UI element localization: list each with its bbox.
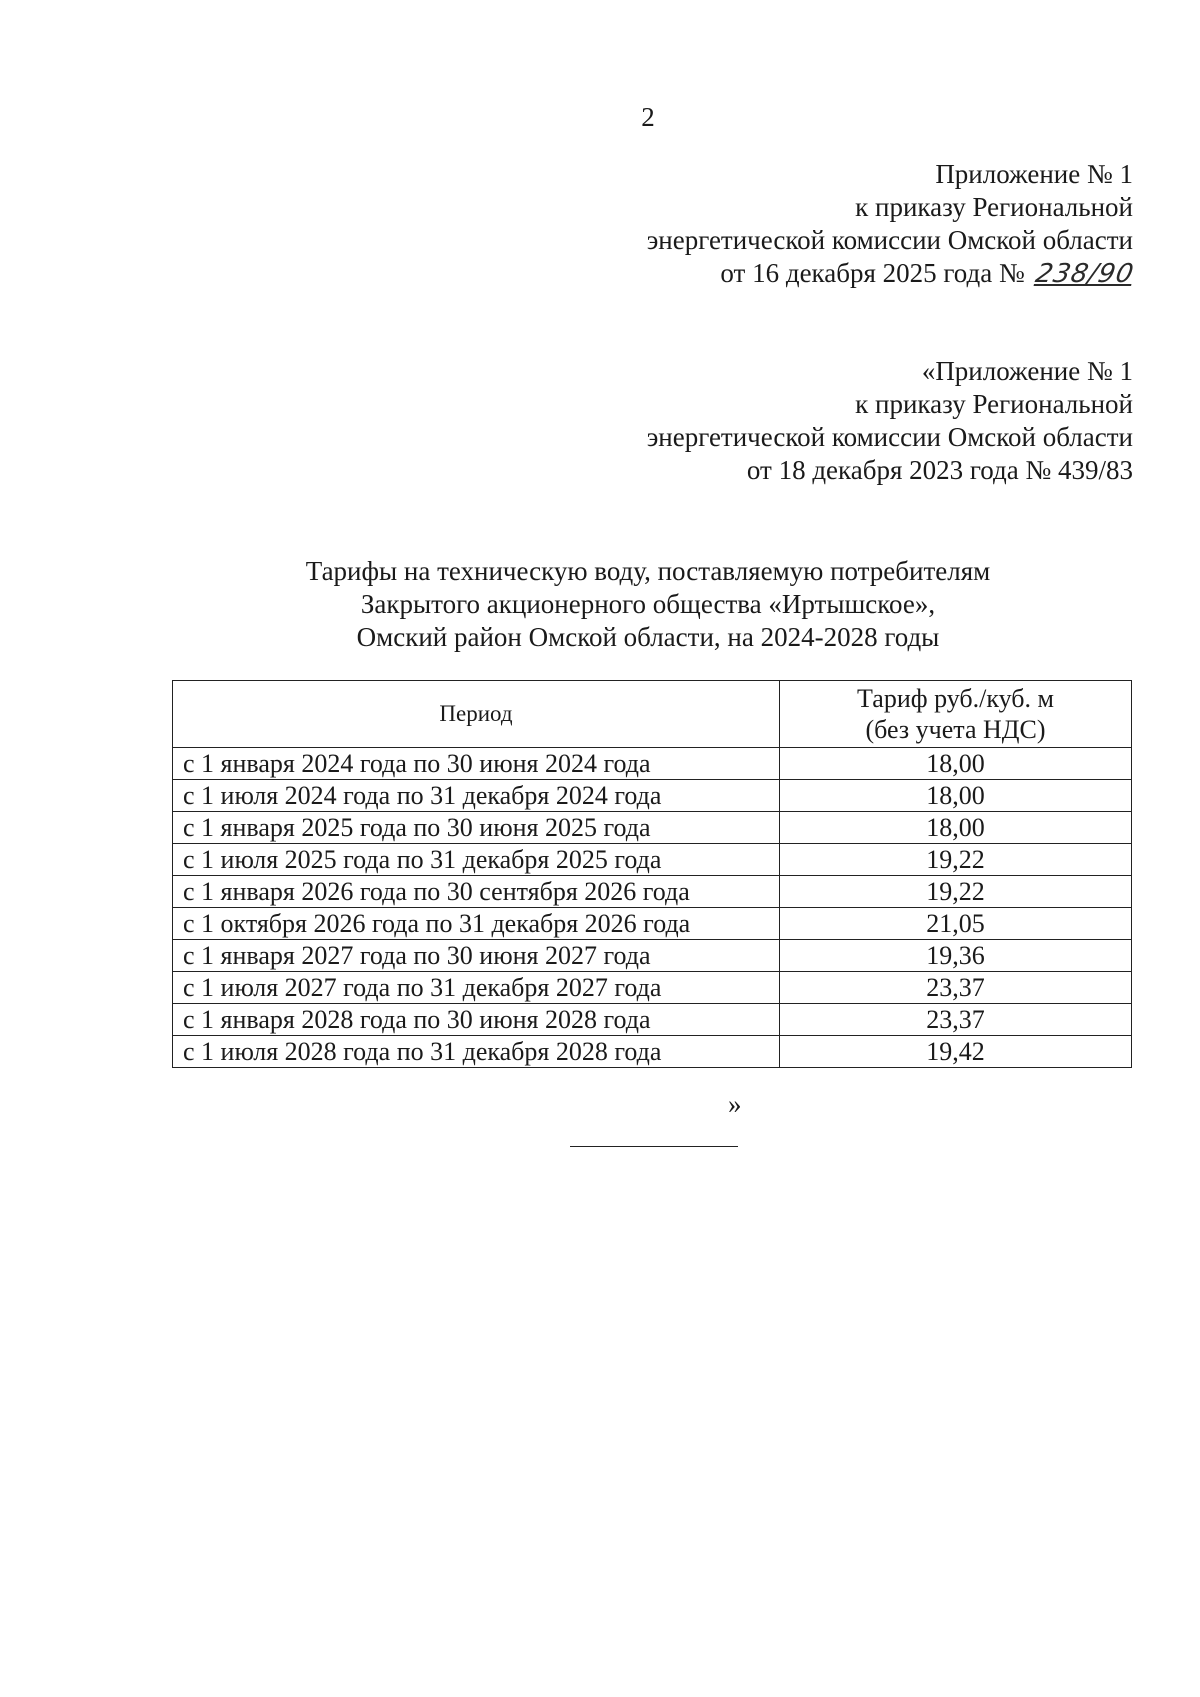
tariff-cell: 18,00 xyxy=(780,780,1132,812)
period-cell: с 1 января 2025 года по 30 июня 2025 года xyxy=(173,812,780,844)
appendix-original-line4: от 18 декабря 2023 года № 439/83 xyxy=(746,455,1133,485)
period-cell: с 1 января 2026 года по 30 сентября 2026 года xyxy=(173,876,780,908)
title-line3: Омский район Омской области, на 2024-2028 годы xyxy=(356,622,940,652)
period-cell: с 1 июля 2028 года по 31 декабря 2028 года xyxy=(173,1036,780,1068)
appendix-current-line3: энергетической комиссии Омской области xyxy=(646,225,1133,255)
table-row xyxy=(173,876,1132,908)
tariff-cell: 23,37 xyxy=(780,972,1132,1004)
appendix-current-line4 xyxy=(647,257,1137,291)
tariff-table xyxy=(172,680,1132,1068)
end-divider xyxy=(570,1146,738,1147)
appendix-current-date: от 16 декабря 2025 года № xyxy=(720,258,1025,288)
title-line1: Тарифы на техническую воду, поставляемую потребителям xyxy=(305,556,991,586)
table-header-row xyxy=(173,681,1132,748)
table-row xyxy=(173,908,1132,940)
tariff-cell: 18,00 xyxy=(780,812,1132,844)
table-row xyxy=(173,780,1132,812)
tariff-cell: 19,22 xyxy=(780,876,1132,908)
handwritten-order-number: 238/90 xyxy=(1032,259,1137,289)
table-row xyxy=(173,972,1132,1004)
period-cell: с 1 октября 2026 года по 31 декабря 2026 года xyxy=(173,908,780,940)
table-row xyxy=(173,940,1132,972)
document-title xyxy=(0,555,1200,654)
tariff-cell: 19,22 xyxy=(780,844,1132,876)
table-row xyxy=(173,1004,1132,1036)
title-line2: Закрытого акционерного общества «Иртышское», xyxy=(360,589,936,619)
table-row xyxy=(173,1036,1132,1068)
period-cell: с 1 января 2028 года по 30 июня 2028 года xyxy=(173,1004,780,1036)
page-number: 2 xyxy=(641,102,655,132)
tariff-cell: 23,37 xyxy=(780,1004,1132,1036)
table-row xyxy=(173,812,1132,844)
appendix-original xyxy=(647,355,1133,487)
appendix-original-line1: «Приложение № 1 xyxy=(921,356,1133,386)
appendix-current-line2: к приказу Региональной xyxy=(855,192,1133,222)
period-cell: с 1 июля 2024 года по 31 декабря 2024 года xyxy=(173,780,780,812)
header-tariff xyxy=(780,681,1132,748)
period-cell: с 1 июля 2025 года по 31 декабря 2025 года xyxy=(173,844,780,876)
appendix-original-line3: энергетической комиссии Омской области xyxy=(646,422,1133,452)
header-tariff-line1: Тариф руб./куб. м xyxy=(857,684,1054,713)
period-cell: с 1 января 2024 года по 30 июня 2024 года xyxy=(173,748,780,780)
period-cell: с 1 июля 2027 года по 31 декабря 2027 года xyxy=(173,972,780,1004)
period-cell: с 1 января 2027 года по 30 июня 2027 года xyxy=(173,940,780,972)
header-tariff-line2: (без учета НДС) xyxy=(865,715,1046,744)
table-row xyxy=(173,844,1132,876)
appendix-current xyxy=(646,158,1137,291)
tariff-cell: 19,36 xyxy=(780,940,1132,972)
tariff-cell: 19,42 xyxy=(780,1036,1132,1068)
tariff-cell: 18,00 xyxy=(780,748,1132,780)
closing-quote: » xyxy=(728,1089,742,1119)
appendix-current-line1: Приложение № 1 xyxy=(935,159,1133,189)
table-row xyxy=(173,748,1132,780)
tariff-cell: 21,05 xyxy=(780,908,1132,940)
header-period: Период xyxy=(173,681,780,748)
appendix-original-line2: к приказу Региональной xyxy=(855,389,1133,419)
